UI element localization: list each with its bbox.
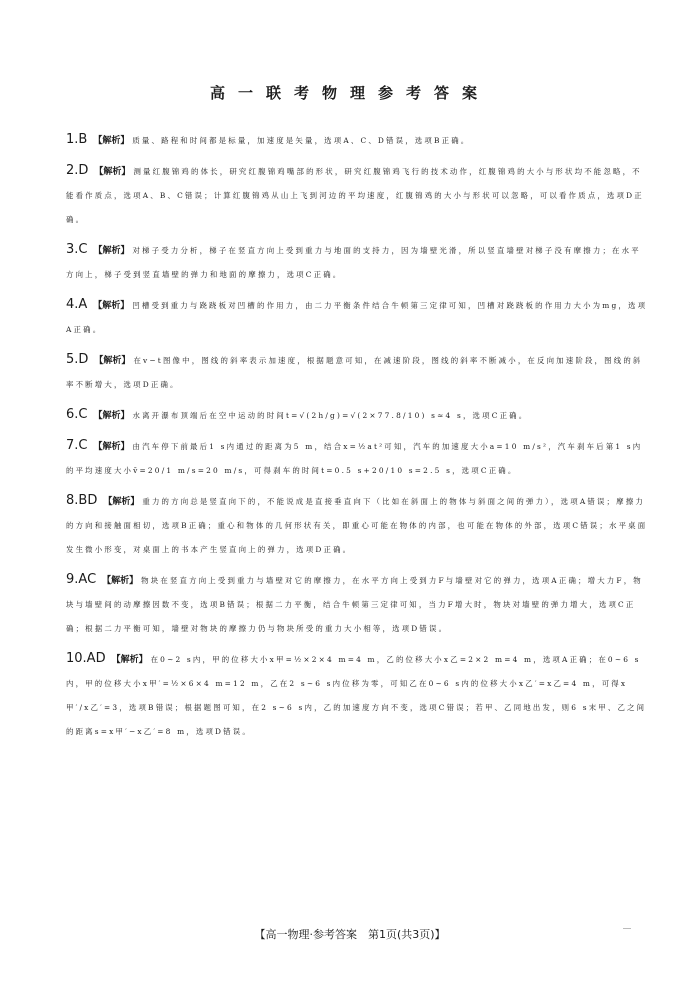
answer-item <box>66 128 650 152</box>
answer-text: 物块在竖直方向上受到重力与墙壁对它的摩擦力，在水平方向上受到力F与墙壁对它的弹力，选项A正确；增大力F，物块与墙壁间的动摩擦因数不变，选项B错误；根据二力平衡，结合牛顿第三定律可知，当力F增大时，物块对墙壁的弹力增大，选项C正确；根据二力平衡可知，墙壁对物块的摩擦力仍与物块所受的重力大小相等，选项D错误。 <box>66 576 643 633</box>
analysis-tag: 【解析】 <box>93 442 130 452</box>
answer-number: 8.BD <box>66 493 98 508</box>
corner-mark <box>623 928 631 929</box>
answer-number: 1.B <box>66 132 88 147</box>
answer-text: 测量红腹锦鸡的体长，研究红腹锦鸡嘴部的形状，研究红腹锦鸡飞行的技术动作，红腹锦鸡的大小与形状均不能忽略，不能看作质点，选项A、B、C错误；计算红腹锦鸡从山上飞到河边的平均速度，红腹锦鸡的大小与形状可以忽略，可以看作质点，选项D正确。 <box>66 167 644 224</box>
analysis-tag: 【解析】 <box>93 301 130 311</box>
analysis-tag: 【解析】 <box>103 497 140 507</box>
answer-number: 7.C <box>66 438 88 453</box>
answer-text: 凹槽受到重力与跷跷板对凹槽的作用力，由二力平衡条件结合牛顿第三定律可知，凹槽对跷跷板的作用力大小为mg，选项A正确。 <box>66 301 648 334</box>
analysis-tag: 【解析】 <box>111 655 148 665</box>
answer-item <box>66 568 650 640</box>
answer-text: 重力的方向总是竖直向下的，不能说成是直接垂直向下（比如在斜面上的物体与斜面之间的弹力），选项A错误；摩擦力的方向和接触面相切，选项B正确；重心和物体的几何形状有关，即重心可能在物体的内部，也可能在物体的外部，选项C错误；水平桌面发生微小形变，对桌面上的书本产生竖直向上的弹力，选项D正确。 <box>66 497 648 554</box>
page-footer: 【高一物理·参考答案 第1页(共3页)】 <box>254 928 446 941</box>
answer-number: 10.AD <box>66 651 106 666</box>
analysis-tag: 【解析】 <box>93 246 130 256</box>
answer-list <box>66 128 650 743</box>
answer-text: 水离开瀑布顶端后在空中运动的时间t=√(2h/g)=√(2×77.8/10) s≈4 s，选项C正确。 <box>132 411 529 420</box>
answer-text: 由汽车停下前最后1 s内通过的距离为5 m，结合x=½at²可知，汽车的加速度大小a=10 m/s²，汽车刹车后第1 s内的平均速度大小v̄=20/1 m/s=20 m/s，可得刹车的时间t=0.5 s+20/10 s=2.5 s，选项C正确。 <box>66 442 643 475</box>
answer-item <box>66 434 650 482</box>
answer-number: 5.D <box>66 352 89 367</box>
answer-text: 在0~2 s内，甲的位移大小x甲=½×2×4 m=4 m，乙的位移大小x乙=2×2 m=4 m，选项A正确；在0~6 s内，甲的位移大小x甲′=½×6×4 m=12 m，乙在2 s~6 s内位移为零，可知乙在0~6 s内的位移大小x乙′=x乙=4 m，可得x甲′/x乙′=3，选项B错误；根据题图可知，在2 s~6 s内，乙的加速度方向不变，选项C错误；若甲、乙同地出发，则6 s末甲、乙之间的距离s=x甲′−x乙′=8 m，选项D错误。 <box>66 655 647 736</box>
answer-item <box>66 489 650 561</box>
analysis-tag: 【解析】 <box>93 136 130 146</box>
analysis-tag: 【解析】 <box>94 167 131 177</box>
answer-number: 4.A <box>66 297 88 312</box>
answer-item <box>66 159 650 231</box>
answer-item <box>66 403 650 427</box>
analysis-tag: 【解析】 <box>94 356 131 366</box>
answer-number: 9.AC <box>66 572 97 587</box>
answer-text: 对梯子受力分析，梯子在竖直方向上受到重力与地面的支持力，因为墙壁光滑，所以竖直墙壁对梯子没有摩擦力；在水平方向上，梯子受到竖直墙壁的弹力和地面的摩擦力，选项C正确。 <box>66 246 641 279</box>
answer-item <box>66 238 650 286</box>
page-title: 高一联考物理参考答案 <box>209 84 490 102</box>
answer-text: 质量、路程和时间都是标量，加速度是矢量，选项A、C、D错误，选项B正确。 <box>132 136 471 145</box>
answer-number: 3.C <box>66 242 88 257</box>
answer-item <box>66 293 650 341</box>
answer-item <box>66 647 650 743</box>
answer-item <box>66 348 650 396</box>
analysis-tag: 【解析】 <box>102 576 139 586</box>
analysis-tag: 【解析】 <box>93 411 130 421</box>
answer-number: 2.D <box>66 163 89 178</box>
answer-text: 在v−t图像中，图线的斜率表示加速度，根据题意可知，在减速阶段，图线的斜率不断减小，在反向加速阶段，图线的斜率不断增大，选项D正确。 <box>66 356 643 389</box>
answer-number: 6.C <box>66 407 88 422</box>
